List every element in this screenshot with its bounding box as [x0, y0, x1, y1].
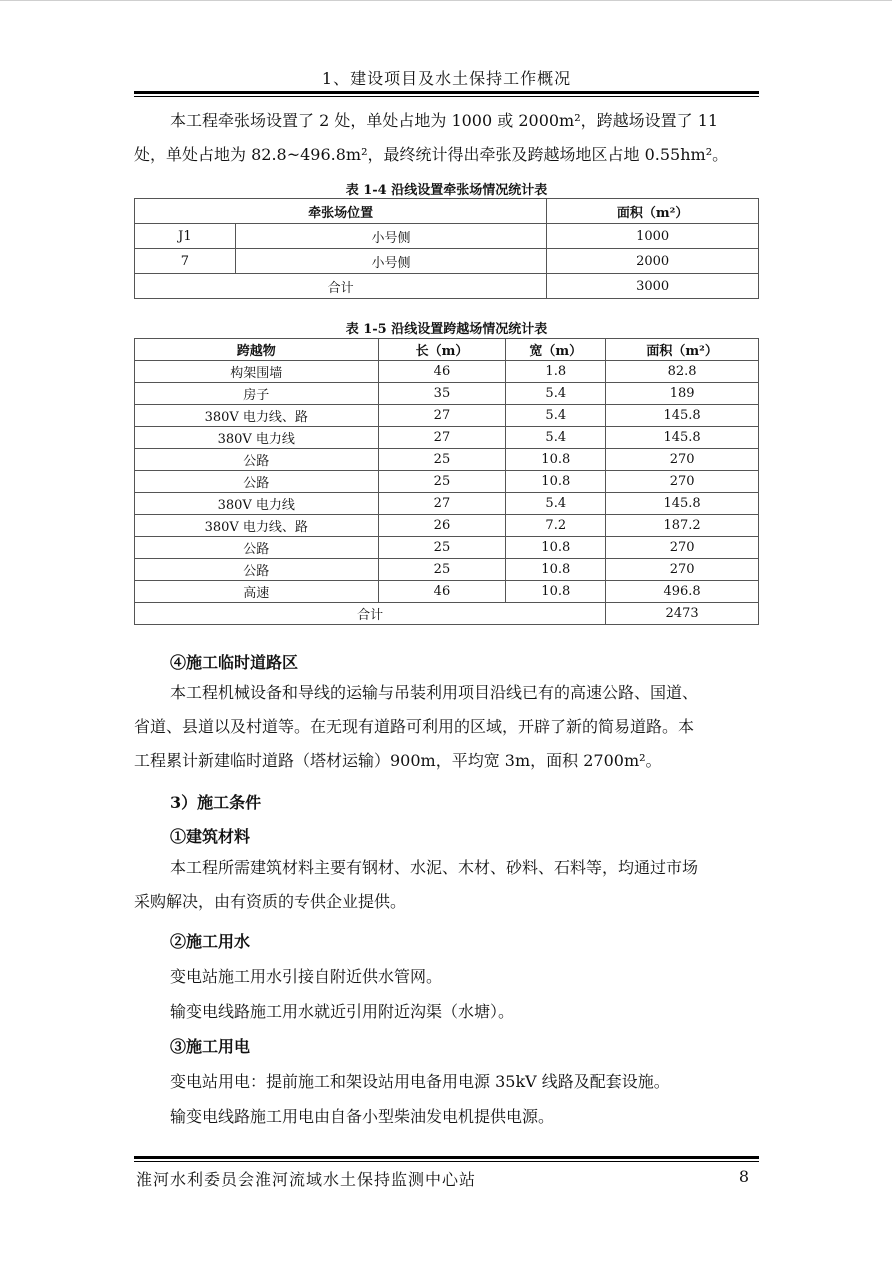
table-1-4-total-row — [135, 274, 759, 299]
table-cell: 380V 电力线、路 — [135, 515, 379, 537]
running-header-title: 1、建设项目及水土保持工作概况 — [321, 69, 572, 88]
table-cell: 7.2 — [506, 515, 606, 537]
table-row — [135, 449, 759, 471]
power-line-2: 输变电线路施工用电由自备小型柴油发电机提供电源。 — [170, 1107, 555, 1126]
table-row — [135, 249, 759, 274]
materials-line-2: 采购解决，由有资质的专供企业提供。 — [134, 892, 407, 911]
footer-rule-thick — [134, 1156, 759, 1159]
table-1-5-header-area: 面积（m²） — [606, 339, 759, 361]
table-cell: 10.8 — [506, 537, 606, 559]
table-cell: 公路 — [135, 537, 379, 559]
table-cell: 145.8 — [606, 427, 759, 449]
table-1-5 — [134, 338, 759, 625]
table-row — [135, 537, 759, 559]
table-1-4 — [134, 198, 759, 299]
section-heading-temporary-road: ④施工临时道路区 — [170, 653, 299, 672]
table-cell: 82.8 — [606, 361, 759, 383]
table-cell: 10.8 — [506, 581, 606, 603]
table-cell: 25 — [378, 449, 506, 471]
table-cell: 7 — [135, 249, 236, 274]
table-cell: 46 — [378, 361, 506, 383]
table-1-5-header-object: 跨越物 — [135, 339, 379, 361]
table-cell: 1000 — [547, 224, 759, 249]
table-row — [135, 361, 759, 383]
table-row — [135, 493, 759, 515]
table-cell: 房子 — [135, 383, 379, 405]
road-line-3: 工程累计新建临时道路（塔材运输）900m，平均宽 3m，面积 2700m²。 — [134, 751, 662, 770]
table-cell: 270 — [606, 559, 759, 581]
table-cell: 35 — [378, 383, 506, 405]
table-cell: 10.8 — [506, 559, 606, 581]
table-cell: 5.4 — [506, 493, 606, 515]
table-1-5-total-value: 2473 — [606, 603, 759, 625]
header-rule-thick — [134, 91, 759, 94]
table-row — [135, 581, 759, 603]
table-row — [135, 471, 759, 493]
road-line-2: 省道、县道以及村道等。在无现有道路可利用的区域，开辟了新的简易道路。本 — [134, 717, 695, 736]
table-cell: 145.8 — [606, 493, 759, 515]
table-cell: 25 — [378, 471, 506, 493]
intro-line-2: 处，单处占地为 82.8~496.8m²，最终统计得出牵张及跨越场地区占地 0.55hm²。 — [134, 145, 729, 164]
table-1-5-header-row — [135, 339, 759, 361]
road-line-1: 本工程机械设备和导线的运输与吊装利用项目沿线已有的高速公路、国道、 — [170, 683, 699, 702]
table-1-5-header-width: 宽（m） — [506, 339, 606, 361]
table-cell: J1 — [135, 224, 236, 249]
materials-paragraph — [134, 851, 759, 919]
table-1-4-header-location: 牵张场位置 — [135, 199, 547, 224]
table-1-4-header-area: 面积（m²） — [547, 199, 759, 224]
table-cell: 26 — [378, 515, 506, 537]
table-1-4-header-row — [135, 199, 759, 224]
table-row — [135, 383, 759, 405]
road-paragraph — [134, 676, 759, 778]
page-top-edge — [0, 0, 892, 1]
table-row — [135, 427, 759, 449]
water-line-2: 输变电线路施工用水就近引用附近沟渠（水塘）。 — [170, 1002, 515, 1021]
section-heading-power: ③施工用电 — [170, 1037, 251, 1056]
table-cell: 270 — [606, 537, 759, 559]
table-1-4-total-value: 3000 — [547, 274, 759, 299]
table-cell: 145.8 — [606, 405, 759, 427]
table-cell: 380V 电力线 — [135, 493, 379, 515]
table-cell: 小号侧 — [235, 224, 546, 249]
table-1-5-total-label: 合计 — [135, 603, 606, 625]
table-cell: 10.8 — [506, 449, 606, 471]
table-row — [135, 515, 759, 537]
table-cell: 小号侧 — [235, 249, 546, 274]
footer-organization: 淮河水利委员会淮河流域水土保持监测中心站 — [136, 1170, 477, 1189]
table-cell: 高速 — [135, 581, 379, 603]
table-cell: 27 — [378, 405, 506, 427]
page-number: 8 — [738, 1167, 749, 1186]
table-cell: 380V 电力线、路 — [135, 405, 379, 427]
table-1-5-caption: 表 1-5 沿线设置跨越场情况统计表 — [345, 322, 548, 337]
table-row — [135, 405, 759, 427]
intro-paragraph — [134, 104, 759, 172]
section-heading-materials: ①建筑材料 — [170, 827, 251, 846]
table-cell: 27 — [378, 427, 506, 449]
table-cell: 25 — [378, 537, 506, 559]
table-row — [135, 224, 759, 249]
table-cell: 5.4 — [506, 383, 606, 405]
section-heading-conditions: 3）施工条件 — [170, 793, 262, 812]
table-cell: 187.2 — [606, 515, 759, 537]
header-rule-thin — [134, 96, 759, 97]
table-1-4-total-label: 合计 — [135, 274, 547, 299]
power-line-1: 变电站用电：提前施工和架设站用电备用电源 35kV 线路及配套设施。 — [170, 1072, 670, 1091]
table-cell: 25 — [378, 559, 506, 581]
table-cell: 公路 — [135, 471, 379, 493]
table-cell: 5.4 — [506, 427, 606, 449]
table-cell: 公路 — [135, 559, 379, 581]
table-cell: 10.8 — [506, 471, 606, 493]
footer-rule-thin — [134, 1161, 759, 1162]
table-1-5-total-row — [135, 603, 759, 625]
water-line-1: 变电站施工用水引接自附近供水管网。 — [170, 967, 443, 986]
intro-line-1: 本工程牵张场设置了 2 处，单处占地为 1000 或 2000m²，跨越场设置了 11 — [170, 111, 719, 130]
table-cell: 2000 — [547, 249, 759, 274]
table-1-5-header-length: 长（m） — [378, 339, 506, 361]
table-cell: 1.8 — [506, 361, 606, 383]
table-row — [135, 559, 759, 581]
table-cell: 270 — [606, 449, 759, 471]
table-1-4-caption: 表 1-4 沿线设置牵张场情况统计表 — [345, 183, 548, 198]
table-cell: 380V 电力线 — [135, 427, 379, 449]
table-cell: 27 — [378, 493, 506, 515]
table-cell: 5.4 — [506, 405, 606, 427]
section-heading-water: ②施工用水 — [170, 932, 251, 951]
table-cell: 构架围墙 — [135, 361, 379, 383]
table-cell: 496.8 — [606, 581, 759, 603]
table-cell: 46 — [378, 581, 506, 603]
table-cell: 公路 — [135, 449, 379, 471]
table-cell: 189 — [606, 383, 759, 405]
table-cell: 270 — [606, 471, 759, 493]
materials-line-1: 本工程所需建筑材料主要有钢材、水泥、木材、砂料、石料等，均通过市场 — [170, 858, 699, 877]
